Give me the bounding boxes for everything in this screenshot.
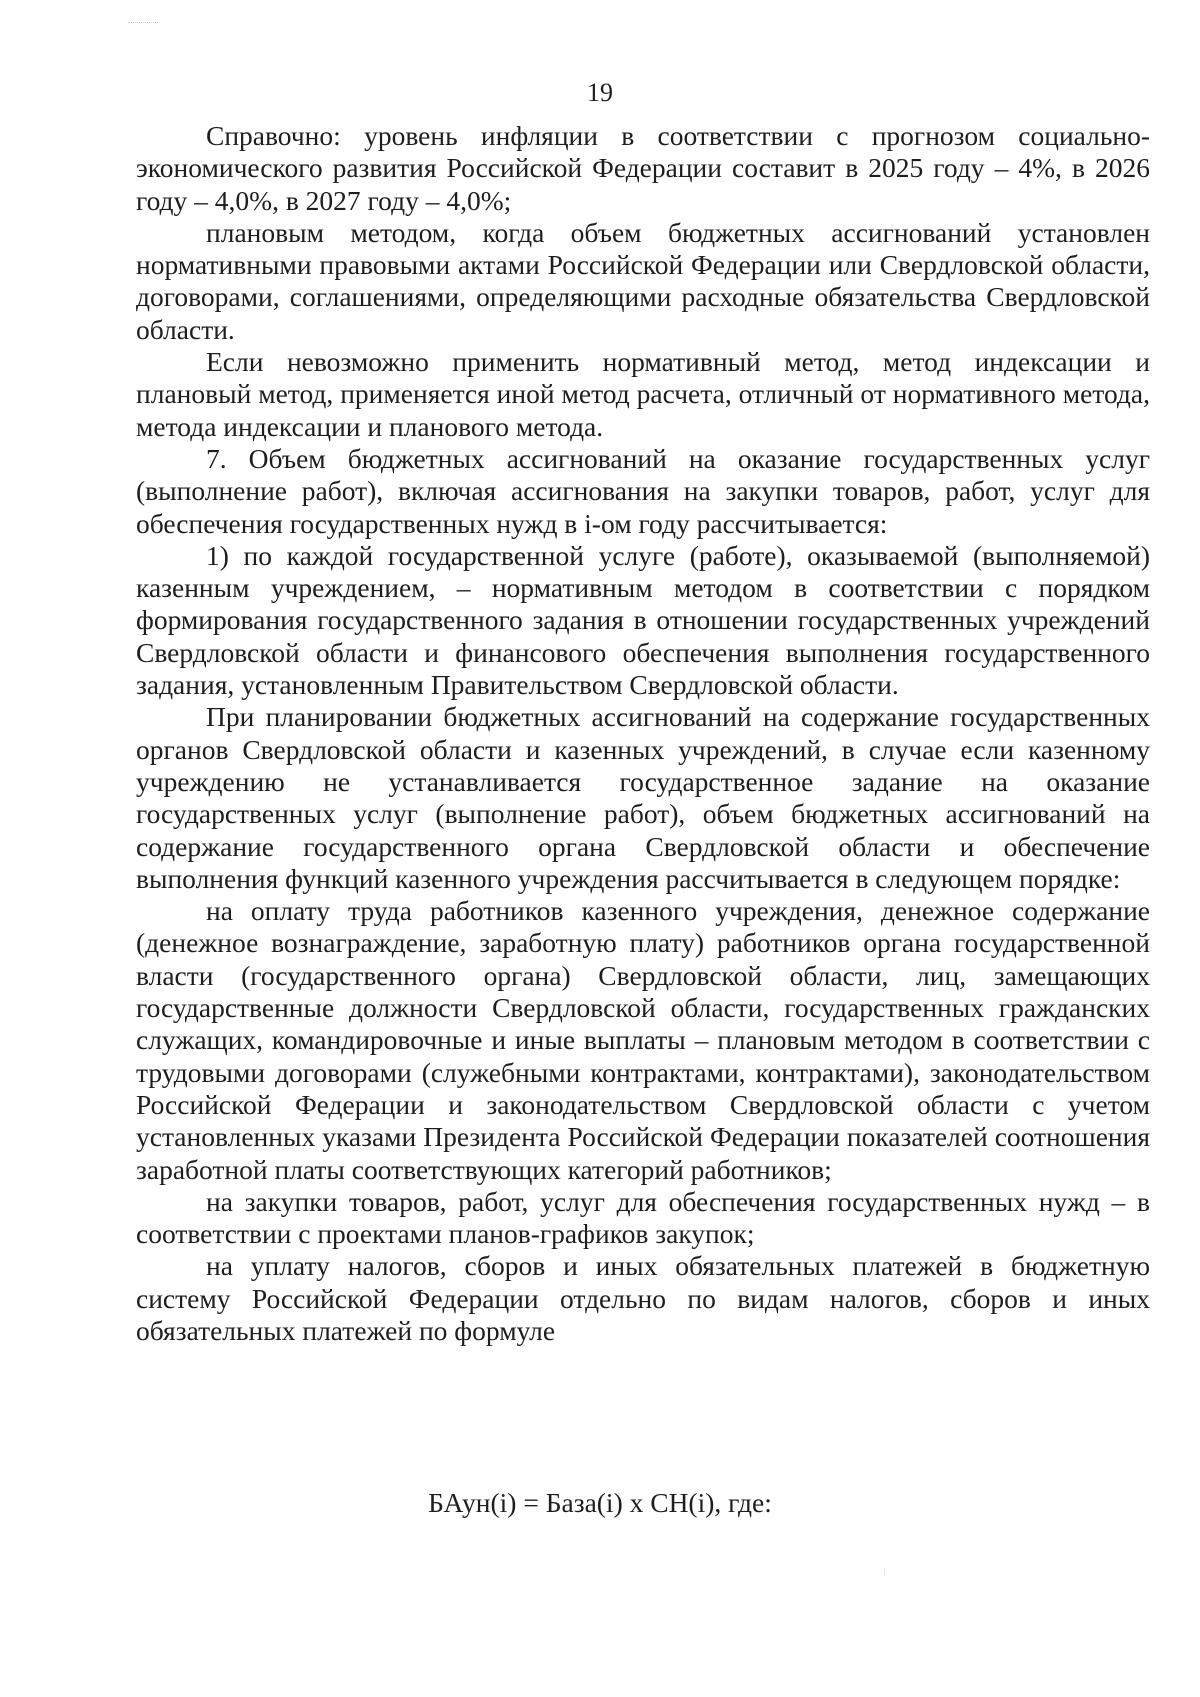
paragraph-section-7: 7. Объем бюджетных ассигнований на оказание государственных услуг (выполнение работ), включая ассигнования на закупки товаров, работ, услуг для обеспечения государственных нужд в i-ом году рассчитывается: [136, 442, 1150, 539]
paragraph-inflation-reference: Справочно: уровень инфляции в соответствии с прогнозом социально-экономического развития Российской Федерации составит в 2025 году – 4%, в 2026 году – 4,0%, в 2027 году – 4,0%; [136, 120, 1150, 216]
paragraph-taxes: на уплату налогов, сборов и иных обязательных платежей в бюджетную систему Российской Федерации отдельно по видам налогов, сборов и иных обязательных платежей по формуле [136, 1250, 1150, 1346]
paragraph-item-1: 1) по каждой государственной услуге (работе), оказываемой (выполняемой) казенным учреждением, – нормативным методом в соответствии с порядком формирования государственного задания в отношении государственных учреждений Свердловской области и финансового обеспечения выполнения государственного задания, установленным Правительством Свердловской области. [136, 539, 1150, 701]
document-body [136, 120, 1150, 1347]
tax-formula: БАун(i) = База(i) х СН(i), где: [428, 1487, 772, 1518]
paragraph-procurement: на закупки товаров, работ, услуг для обеспечения государственных нужд – в соответствии с проектами планов-графиков закупок; [136, 1185, 1150, 1250]
paragraph-labor-payment: на оплату труда работников казенного учреждения, денежное содержание (денежное вознаграждение, заработную плату) работников органа государственной власти (государственного органа) Свердловской области, лиц, замещающих государственные должности Свердловской области, государственных гражданских служащих, командировочные и иные выплаты – плановым методом в соответствии с трудовыми договорами (служебными контрактами, контрактами), законодательством Российской Федерации и законодательством Свердловской области с учетом установленных указами Президента Российской Федерации показателей соотношения заработной платы соответствующих категорий работников; [136, 895, 1150, 1185]
paragraph-planned-method: плановым методом, когда объем бюджетных ассигнований установлен нормативными правовыми актами Российской Федерации или Свердловской области, договорами, соглашениями, определяющими расходные обязательства Свердловской области. [136, 216, 1150, 345]
scan-artifact-dot [884, 1568, 885, 1576]
paragraph-other-method: Если невозможно применить нормативный метод, метод индексации и плановый метод, применяется иной метод расчета, отличный от нормативного метода, метода индексации и планового метода. [136, 346, 1150, 442]
scan-artifact [128, 22, 158, 24]
page-number: 19 [587, 78, 613, 107]
paragraph-planning-maintenance: При планировании бюджетных ассигнований на содержание государственных органов Свердловской области и казенных учреждений, в случае если казенному учреждению не устанавливается государственное задание на оказание государственных услуг (выполнение работ), объем бюджетных ассигнований на содержание государственного органа Свердловской области и обеспечение выполнения функций казенного учреждения рассчитывается в следующем порядке: [136, 701, 1150, 894]
